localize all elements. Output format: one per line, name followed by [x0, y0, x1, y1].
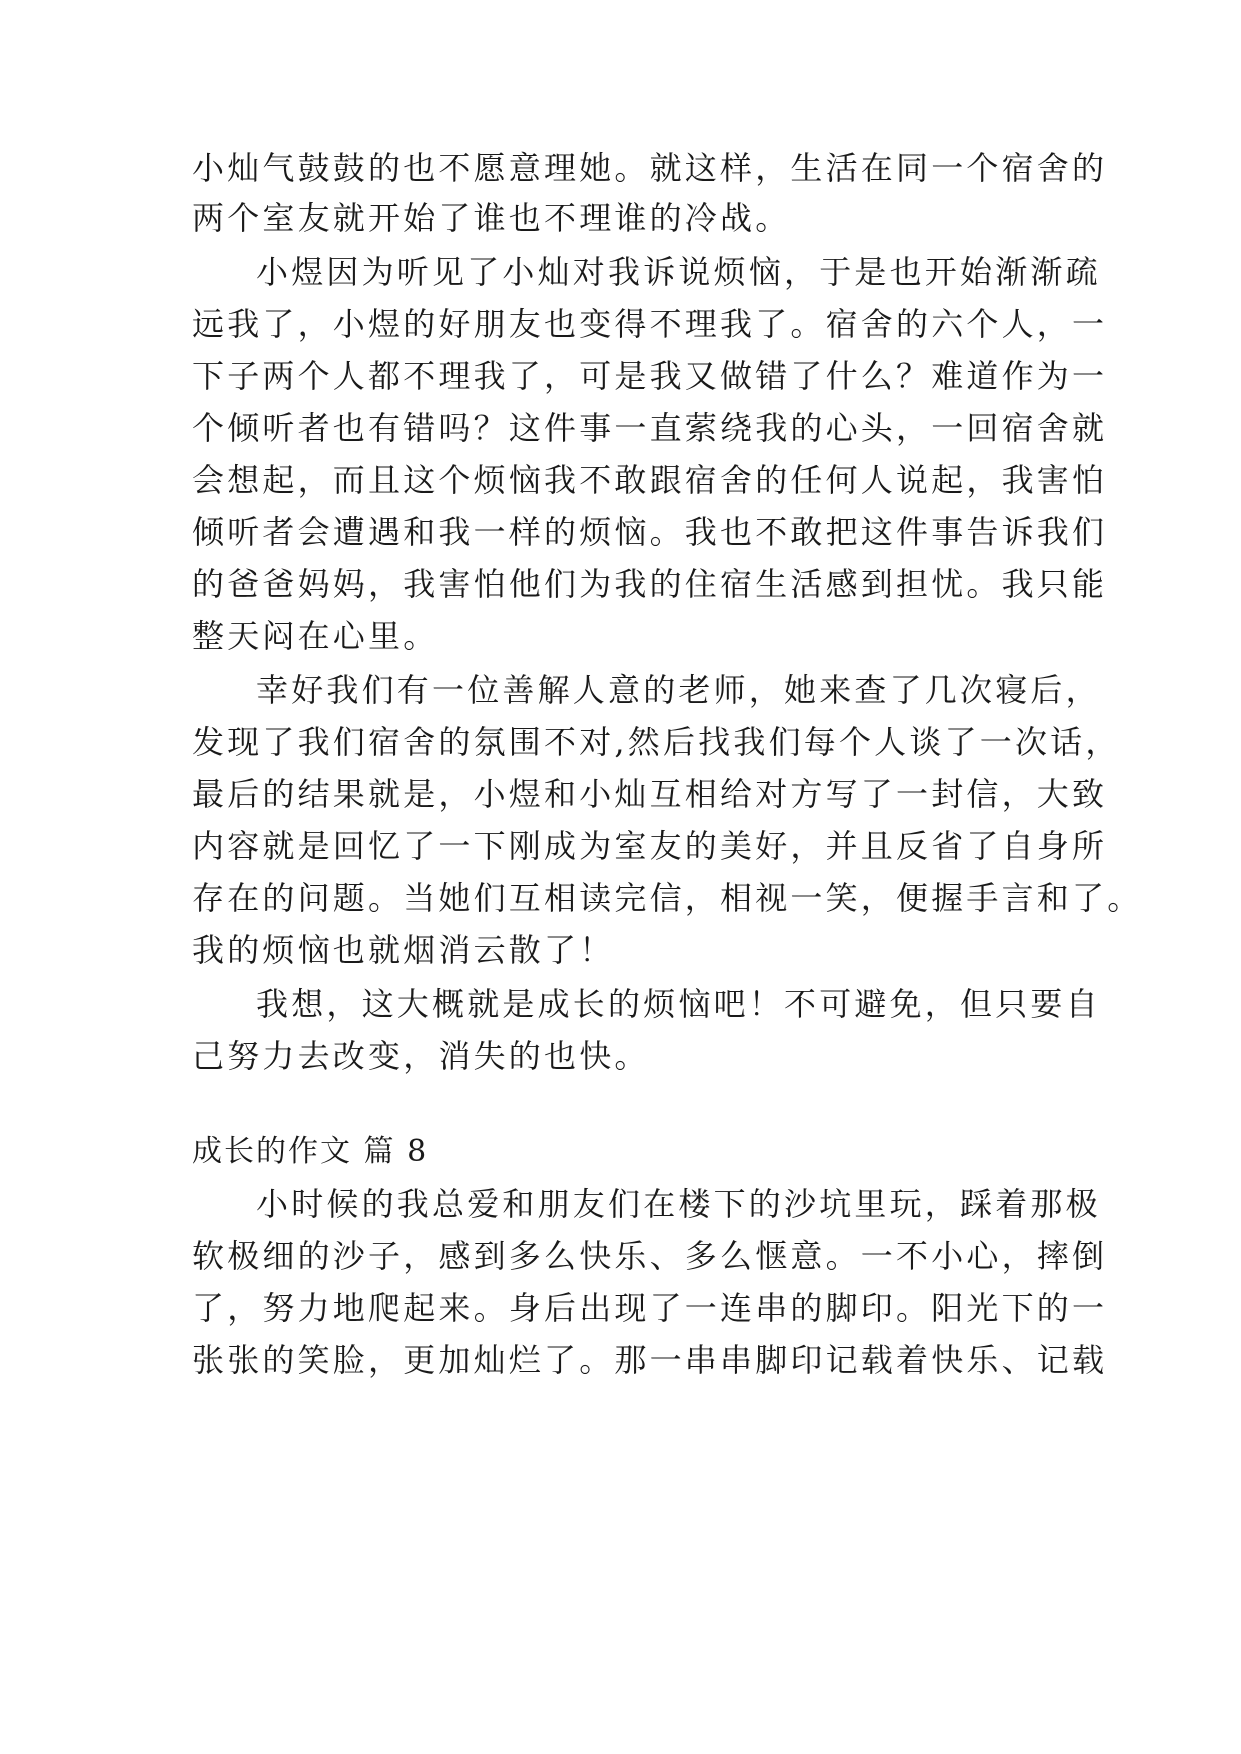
text-line: 下子两个人都不理我了，可是我又做错了什么？难道作为一 [192, 357, 1108, 395]
text-line: 我想，这大概就是成长的烦恼吧！不可避免，但只要自 [256, 985, 1101, 1023]
text-line: 幸好我们有一位善解人意的老师，她来查了几次寝后， [256, 671, 1101, 709]
text-line: 两个室友就开始了谁也不理谁的冷战。 [192, 199, 791, 237]
text-line: 存在的问题。当她们互相读完信，相视一笑，便握手言和了。 [192, 879, 1143, 917]
text-line: 个倾听者也有错吗？这件事一直萦绕我的心头，一回宿舍就 [192, 409, 1108, 447]
section-heading: 成长的作文 篇 8 [192, 1134, 429, 1169]
text-line: 内容就是回忆了一下刚成为室友的美好，并且反省了自身所 [192, 827, 1108, 865]
text-line: 我的烦恼也就烟消云散了！ [192, 931, 615, 969]
text-line: 张张的笑脸，更加灿烂了。那一串串脚印记载着快乐、记载 [192, 1341, 1108, 1379]
text-line: 小灿气鼓鼓的也不愿意理她。就这样，生活在同一个宿舍的 [192, 149, 1108, 187]
text-line: 最后的结果就是，小煜和小灿互相给对方写了一封信，大致 [192, 775, 1108, 813]
text-line: 己努力去改变，消失的也快。 [192, 1037, 650, 1075]
text-line: 小煜因为听见了小灿对我诉说烦恼，于是也开始渐渐疏 [256, 253, 1101, 291]
document-page [192, 0, 1143, 1754]
text-line: 倾听者会遭遇和我一样的烦恼。我也不敢把这件事告诉我们 [192, 513, 1108, 551]
text-line: 整天闷在心里。 [192, 617, 439, 655]
text-line: 远我了，小煜的好朋友也变得不理我了。宿舍的六个人，一 [192, 305, 1108, 343]
text-line: 了，努力地爬起来。身后出现了一连串的脚印。阳光下的一 [192, 1289, 1108, 1327]
text-line: 发现了我们宿舍的氛围不对,然后找我们每个人谈了一次话， [192, 723, 1121, 761]
text-line: 小时候的我总爱和朋友们在楼下的沙坑里玩，踩着那极 [256, 1185, 1101, 1223]
text-line: 会想起，而且这个烦恼我不敢跟宿舍的任何人说起，我害怕 [192, 461, 1108, 499]
text-line: 软极细的沙子，感到多么快乐、多么惬意。一不小心，摔倒 [192, 1237, 1108, 1275]
text-line: 的爸爸妈妈，我害怕他们为我的住宿生活感到担忧。我只能 [192, 565, 1108, 603]
